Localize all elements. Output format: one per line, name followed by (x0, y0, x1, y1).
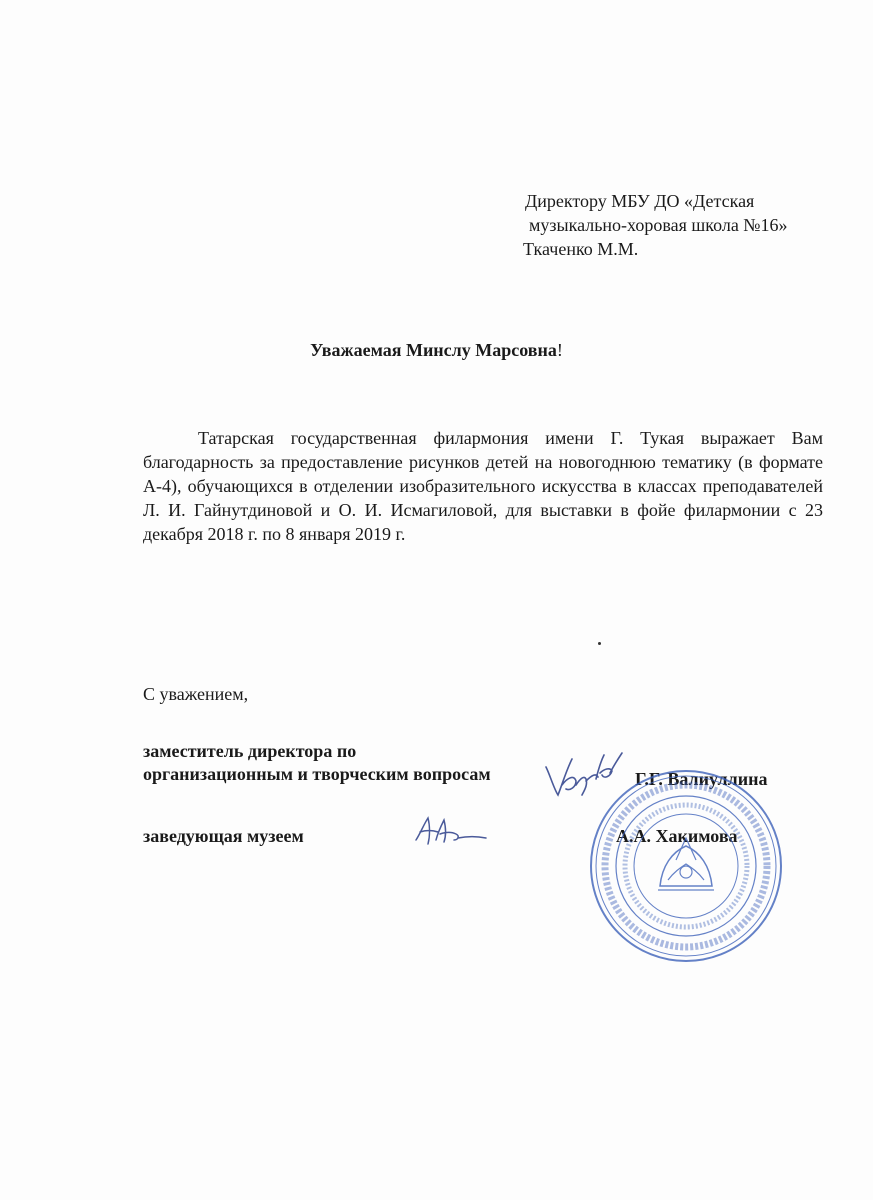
deputy-title-line-1: заместитель директора по (143, 741, 357, 761)
museum-head-title: заведующая музеем (143, 826, 304, 846)
closing-regards: С уважением, (143, 684, 249, 704)
salutation (0, 340, 873, 361)
official-stamp (588, 768, 784, 964)
addressee-line-2: музыкально-хоровая школа №16» (529, 215, 788, 235)
addressee-name: Ткаченко М.М. (523, 239, 639, 259)
letter-body: Татарская государственная филармония имени Г. Тукая выражает Вам благодарность за предоставление рисунков детей на новогоднюю тематику (в формате А-4), обучающихся в отделении изобразительного искусства в классах преподавателей Л. И. Гайнутдиновой и О. И. Исмагиловой, для выставки в фойе филармонии с 23 декабря 2018 г. по 8 января 2019 г. (143, 428, 823, 544)
museum-head-signature (410, 810, 490, 850)
salutation-punctuation: ! (556, 340, 563, 360)
deputy-title-line-2: организационным и творческим вопросам (143, 764, 491, 784)
deputy-title (143, 740, 491, 786)
addressee-block (523, 189, 787, 261)
museum-head-name: А.А. Хакимова (616, 826, 738, 846)
deputy-name: Г.Г. Валиуллина (635, 769, 768, 789)
addressee-line-1: Директору МБУ ДО «Детская (525, 191, 755, 211)
stray-mark (598, 642, 601, 645)
salutation-text: Уважаемая Минслу Марсовна (310, 340, 557, 360)
